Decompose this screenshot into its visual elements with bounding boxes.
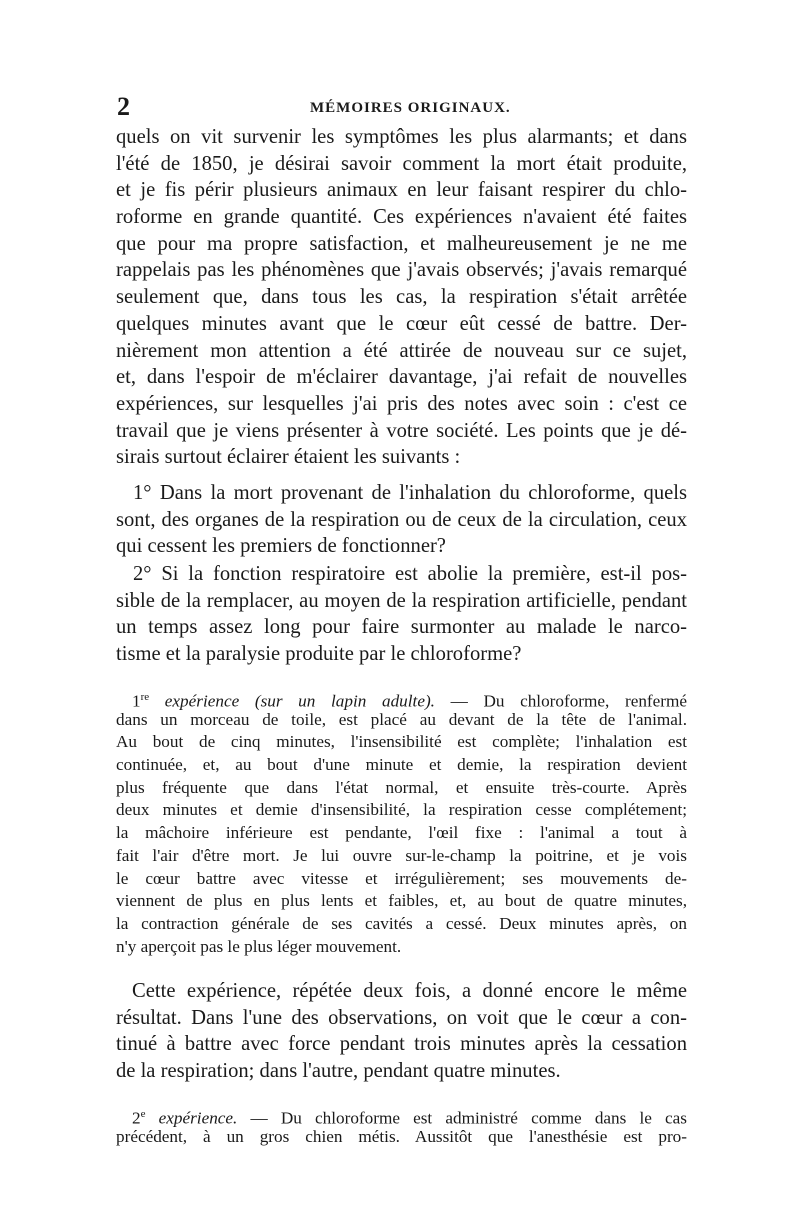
page-header bbox=[117, 92, 687, 124]
text-line: quelques minutes avant que le cœur eût cessé de battre. Der- bbox=[116, 312, 687, 335]
text-line: quels on vit survenir les symptômes les plus alarmants; et dans bbox=[116, 126, 687, 148]
text-line: rappelais pas les phénomènes que j'avais observés; j'avais remarqué bbox=[116, 259, 687, 282]
text-line: n'y aperçoit pas le plus léger mouvement. bbox=[116, 936, 402, 956]
text-line: la mâchoire inférieure est pendante, l'œil fixe : l'animal a tout à bbox=[116, 823, 687, 843]
text-line: plus fréquente que dans l'état normal, et ensuite très-courte. Après bbox=[116, 777, 687, 797]
text-line: précédent, à un gros chien métis. Aussitôt que l'anesthésie est pro- bbox=[116, 1126, 687, 1146]
experiment-2-heading bbox=[116, 1103, 687, 1126]
repeat-paragraph bbox=[116, 978, 687, 1085]
experiment-1-heading bbox=[116, 686, 687, 709]
text-line: 2° Si la fonction respiratoire est abolie la première, est-il pos- bbox=[133, 563, 687, 585]
text-line: résultat. Dans l'une des observations, on voit que le cœur a con- bbox=[116, 1006, 687, 1029]
text-line: sirais surtout éclairer étaient les suivants : bbox=[116, 446, 461, 469]
text-line: sible de la remplacer, au moyen de la respiration artificielle, pendant bbox=[116, 589, 687, 612]
text-line: et je fis périr plusieurs animaux en leur faisant respirer du chlo- bbox=[116, 179, 687, 202]
experiment-ordinal: re bbox=[140, 691, 150, 703]
text-line: le cœur battre avec vitesse et irrégulièrement; ses mouvements de- bbox=[116, 868, 687, 888]
text-line: la contraction générale de ses cavités a cessé. Deux minutes après, on bbox=[116, 913, 687, 933]
experiment-text: — Du chloroforme, renfermé bbox=[434, 691, 687, 711]
text-line: tinué à battre avec force pendant trois minutes après la cessation bbox=[116, 1033, 687, 1056]
question-2 bbox=[116, 561, 687, 668]
experiment-label: expérience (sur un lapin adulte). bbox=[149, 691, 435, 711]
text-line: qui cessent les premiers de fonctionner? bbox=[116, 535, 446, 558]
experiment-1 bbox=[116, 686, 687, 958]
text-line: viennent de plus en plus lents et faibles, et, au bout de quatre minutes, bbox=[116, 891, 687, 911]
experiment-text: — Du chloroforme est administré comme dans le cas bbox=[237, 1108, 687, 1128]
text-line: tisme et la paralysie produite par le chloroforme? bbox=[116, 643, 522, 666]
question-1 bbox=[116, 480, 687, 560]
text-line: que pour ma propre satisfaction, et malheureusement je ne me bbox=[116, 232, 687, 255]
text-line: nièrement mon attention a été attirée de nouveau sur ce sujet, bbox=[116, 339, 687, 362]
text-line: l'été de 1850, je désirai savoir comment la mort était produite, bbox=[116, 152, 687, 175]
text-line: Cette expérience, répétée deux fois, a donné encore le même bbox=[132, 980, 687, 1002]
text-line: expériences, sur lesquelles j'ai pris des notes avec soin : c'est ce bbox=[116, 392, 687, 415]
text-line: roforme en grande quantité. Ces expériences n'avaient été faites bbox=[116, 206, 687, 229]
experiment-label: expérience. bbox=[145, 1108, 238, 1128]
text-line: et, dans l'espoir de m'éclairer davantage, j'ai refait de nouvelles bbox=[116, 366, 687, 389]
text-line: deux minutes et demie d'insensibilité, la respiration cesse complétement; bbox=[116, 800, 687, 820]
running-title: MÉMOIRES ORIGINAUX. bbox=[310, 100, 511, 116]
text-line: travail que je viens présenter à votre société. Les points que je dé- bbox=[116, 419, 687, 442]
text-line: 1° Dans la mort provenant de l'inhalation du chloroforme, quels bbox=[133, 482, 687, 504]
text-line: de la respiration; dans l'autre, pendant quatre minutes. bbox=[116, 1060, 561, 1083]
text-line: dans un morceau de toile, est placé au devant de la tête de l'animal. bbox=[116, 709, 687, 729]
text-line: fait l'air d'être mort. Je lui ouvre sur-le-champ la poitrine, et je vois bbox=[116, 845, 687, 865]
text-line: seulement que, dans tous les cas, la respiration s'était arrêtée bbox=[116, 286, 687, 309]
text-line: sont, des organes de la respiration ou de ceux de la circulation, ceux bbox=[116, 508, 687, 531]
text-line: un temps assez long pour faire surmonter au malade le narco- bbox=[116, 616, 687, 639]
experiment-number: 1 bbox=[132, 691, 141, 711]
intro-paragraph bbox=[116, 124, 687, 471]
text-line: continuée, et, au bout d'une minute et demie, la respiration devient bbox=[116, 755, 687, 775]
experiment-number: 2 bbox=[132, 1108, 141, 1128]
experiment-2 bbox=[116, 1103, 687, 1148]
experiment-ordinal: e bbox=[140, 1108, 146, 1120]
page-number: 2 bbox=[117, 92, 130, 121]
text-line: Au bout de cinq minutes, l'insensibilité est complète; l'inhalation est bbox=[116, 732, 687, 752]
